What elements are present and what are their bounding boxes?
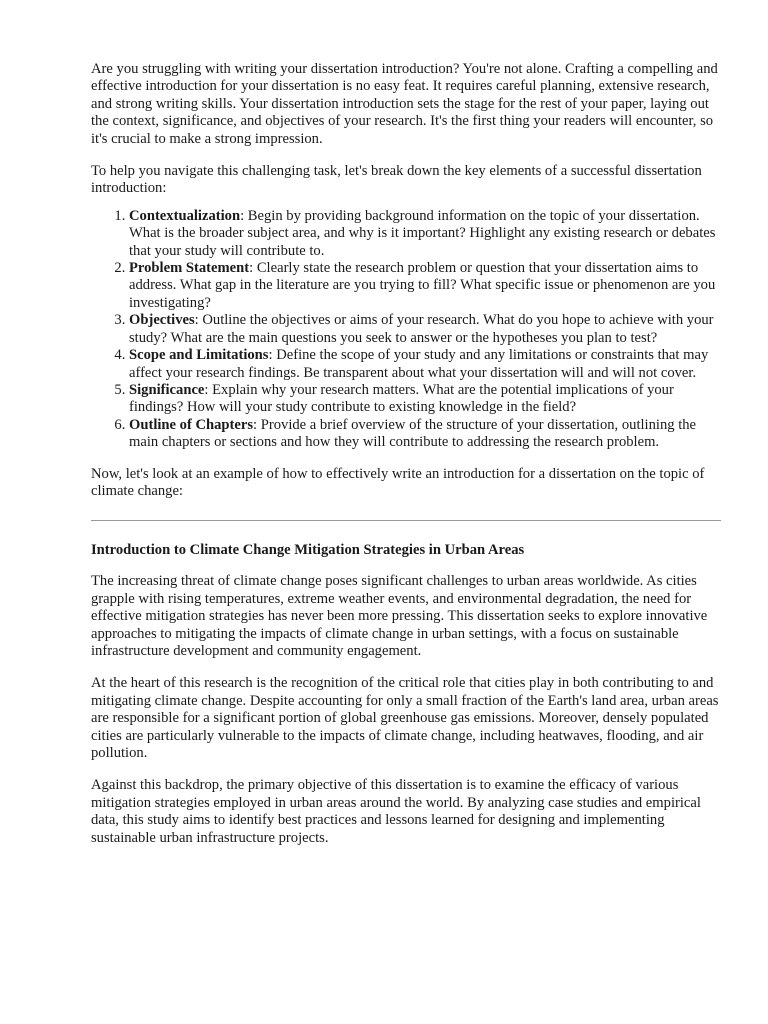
- list-item: [129, 417, 723, 452]
- list-item-text: Explain why your research matters. What are the potential implications of your findings? How will your study contribute to existing knowledge in the field?: [129, 381, 674, 416]
- list-item-term: Problem Statement: [129, 260, 250, 277]
- list-item-text: Outline the objectives or aims of your research. What do you hope to achieve with your study? What are the main questions you seek to answer or the hypotheses you plan to test?: [129, 312, 714, 346]
- intro-paragraph-1: Are you struggling with writing your dissertation introduction? You're not alone. Crafting a compelling and effective introduction for your dissertation is no easy feat. It requires careful planning, extensive research, and strong writing skills. Your dissertation introduction sets the stage for the rest of your paper, laying out the context, significance, and objectives of your research. It's the first thing your readers will encounter, so it's crucial to make a strong impression.: [91, 61, 718, 147]
- list-item-text: Provide a brief overview of the structure of your dissertation, outlining the main chapters or sections and how they will contribute to addressing the research problem.: [129, 416, 697, 451]
- example-paragraph-2: At the heart of this research is the recognition of the critical role that cities play in both contributing to and mitigating climate change. Despite accounting for only a small fraction of the Earth's land area, urban areas are responsible for a significant portion of global greenhouse gas emissions. Moreover, densely populated cities are particularly vulnerable to the impacts of climate change, including heatwaves, flooding, and air pollution.: [91, 675, 719, 761]
- list-item-separator: :: [249, 260, 254, 277]
- example-paragraph-1: The increasing threat of climate change poses significant challenges to urban areas worldwide. As cities grapple with rising temperatures, extreme weather events, and environmental degradation, the need for effective mitigation strategies has never been more pressing. This dissertation seeks to explore innovative approaches to mitigating the impacts of climate change in urban settings, with a focus on sustainable infrastructure development and community engagement.: [91, 573, 708, 659]
- example-paragraph-3: Against this backdrop, the primary objective of this dissertation is to examine the efficacy of various mitigation strategies employed in urban areas around the world. By analyzing case studies and empirical data, this study aims to identify best practices and lessons learned for designing and implementing sustainable urban infrastructure projects.: [91, 777, 701, 846]
- horizontal-divider: [91, 520, 721, 521]
- list-item: [129, 382, 723, 417]
- list-item-term: Objectives: [129, 312, 195, 329]
- list-item-term: Scope and Limitations: [129, 347, 269, 364]
- list-item-separator: :: [194, 312, 199, 329]
- list-item-separator: :: [204, 381, 209, 398]
- intro-paragraph-2: To help you navigate this challenging task, let's break down the key elements of a successful dissertation introduction:: [91, 163, 702, 197]
- transition-paragraph: Now, let's look at an example of how to effectively write an introduction for a dissertation on the topic of climate change:: [91, 465, 705, 499]
- list-item: [129, 312, 723, 347]
- list-item: [129, 347, 723, 382]
- list-item: [129, 260, 723, 312]
- list-item-text: Clearly state the research problem or question that your dissertation aims to address. What gap in the literature are you trying to fill? What specific issue or phenomenon are you investigating?: [129, 260, 716, 311]
- list-item-separator: :: [240, 207, 245, 224]
- example-title: Introduction to Climate Change Mitigation Strategies in Urban Areas: [91, 542, 525, 559]
- list-item-term: Significance: [129, 381, 205, 398]
- list-item-term: Outline of Chapters: [129, 416, 254, 433]
- list-item-separator: :: [268, 347, 273, 364]
- list-item-text: Define the scope of your study and any limitations or constraints that may affect your research findings. Be transparent about what your dissertation will and will not cover.: [129, 347, 709, 381]
- document-body: [91, 61, 723, 862]
- key-elements-list: [91, 208, 723, 452]
- list-item-separator: :: [253, 416, 258, 433]
- list-item-term: Contextualization: [129, 207, 241, 224]
- list-item-text: Begin by providing background information on the topic of your dissertation. What is the broader subject area, and why is it important? Highlight any existing research or debates that your study will contribute to.: [129, 207, 716, 259]
- list-item: [129, 208, 723, 260]
